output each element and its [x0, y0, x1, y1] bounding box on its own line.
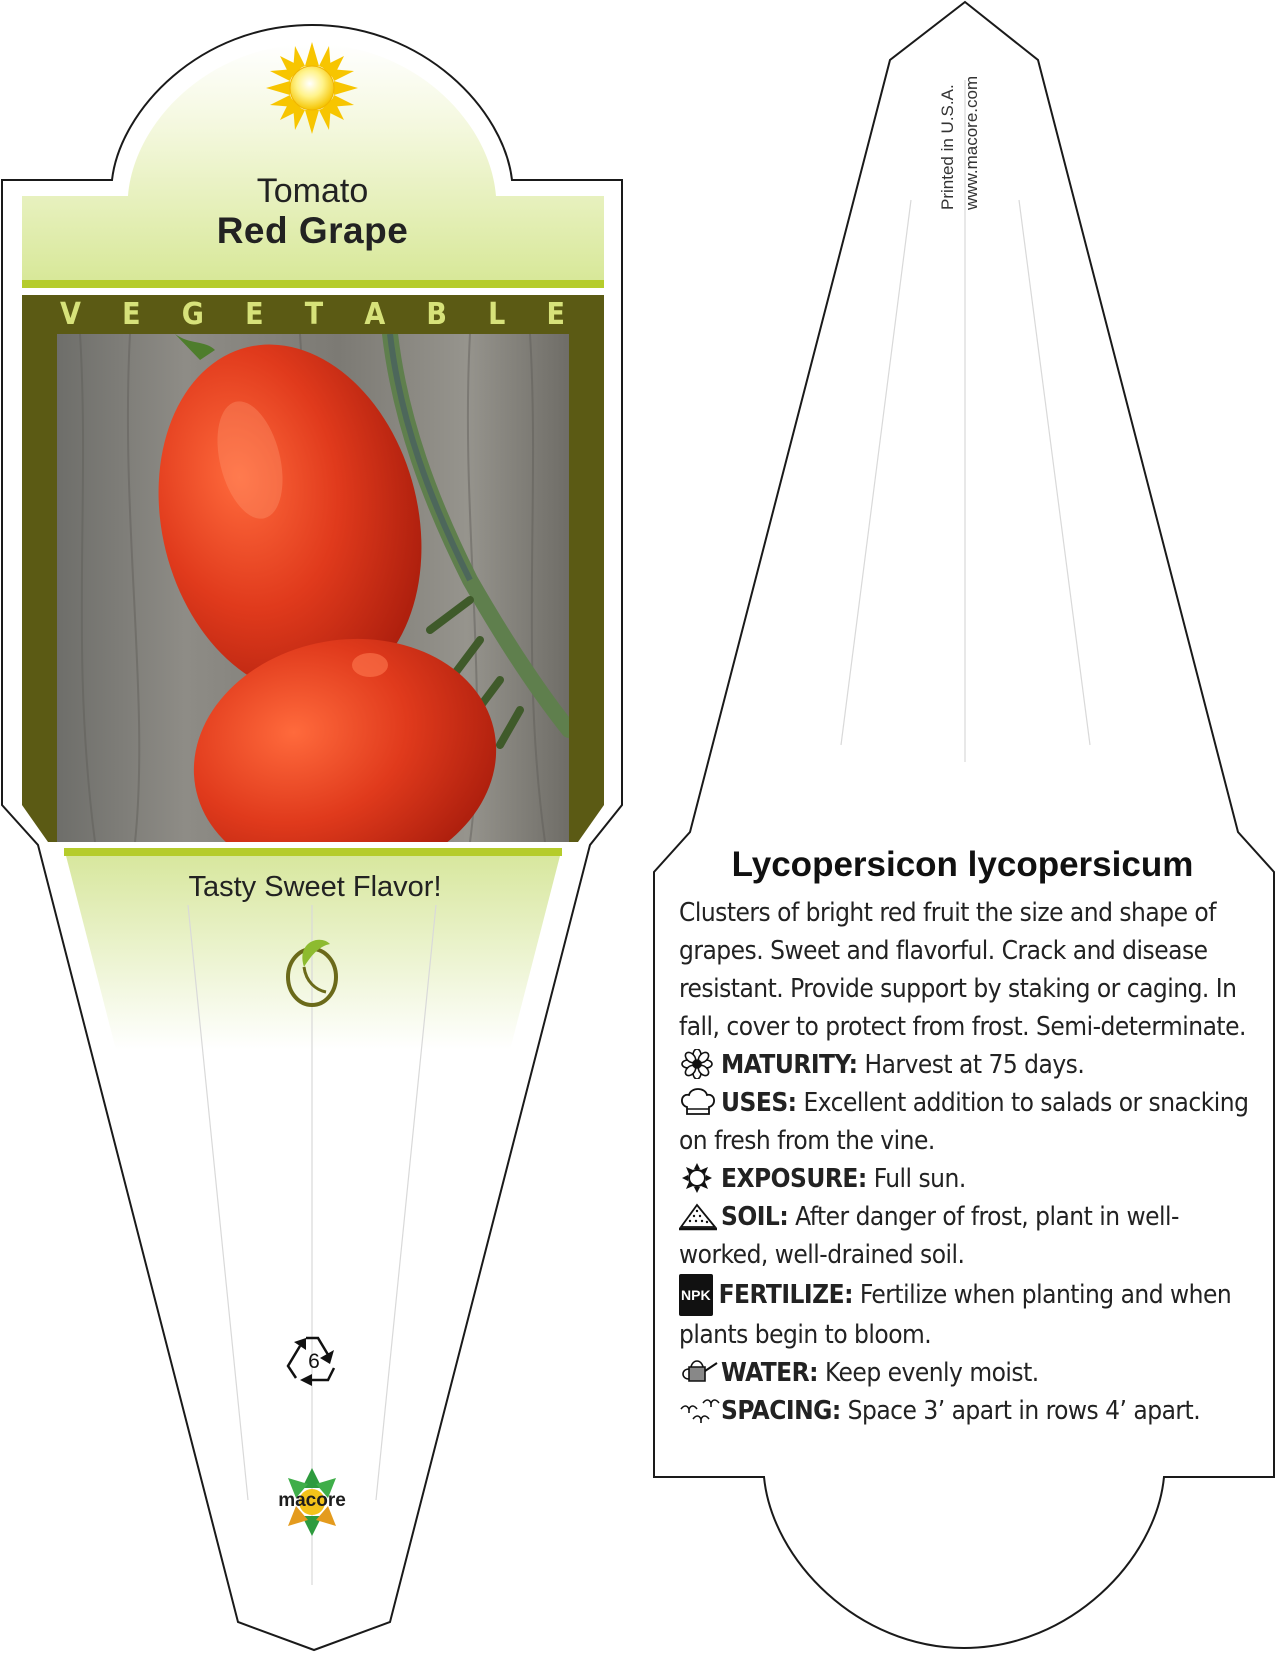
sun-outline-icon — [679, 1163, 721, 1193]
tagline-accent-bar — [64, 848, 562, 856]
category-letter: L — [488, 297, 506, 332]
category-letter: G — [181, 297, 204, 332]
care-label: FERTILIZE: — [718, 1280, 853, 1310]
care-label: WATER: — [721, 1358, 819, 1388]
header-accent-bar — [22, 280, 604, 288]
category-letter: E — [546, 297, 565, 332]
tagline: Tasty Sweet Flavor! — [188, 871, 442, 903]
printed-in: Printed in U.S.A. — [938, 84, 957, 210]
care-label: MATURITY: — [721, 1050, 858, 1080]
care-label: USES: — [721, 1088, 797, 1118]
category-letter: A — [364, 297, 386, 332]
care-exposure — [679, 1160, 1259, 1198]
care-text: Fertilize when planting and when plants begin to bloom. — [679, 1280, 1232, 1350]
printer-info — [938, 50, 981, 210]
category-letter: E — [245, 297, 264, 332]
care-text: Space 3’ apart in rows 4’ apart. — [847, 1396, 1201, 1426]
category-letter: B — [426, 297, 447, 332]
flower-icon — [679, 1049, 721, 1079]
category-letter: V — [60, 297, 81, 332]
npk-icon: NPK — [679, 1274, 713, 1316]
care-fertilize — [679, 1274, 1259, 1354]
spacing-icon — [679, 1395, 721, 1425]
plant-description: Clusters of bright red fruit the size and shape of grapes. Sweet and flavorful. Crack and disease resistant. Provide support by staking or caging. In fall, cover to protect from frost. Semi-determinate. — [679, 898, 1246, 1042]
brand-name: macore — [278, 1490, 346, 1511]
plant-name: Tomato — [256, 172, 369, 210]
care-text: After danger of frost, plant in well-worked, well-drained soil. — [679, 1202, 1179, 1270]
variety-name: Red Grape — [216, 210, 409, 251]
printer-website: www.macore.com — [962, 75, 981, 210]
tomato-photo — [57, 316, 569, 904]
chef-hat-icon — [679, 1087, 721, 1117]
care-label: SOIL: — [721, 1202, 789, 1232]
care-soil — [679, 1198, 1259, 1274]
watering-can-icon — [679, 1357, 721, 1387]
care-text: Keep evenly moist. — [824, 1358, 1039, 1388]
care-spacing — [679, 1392, 1259, 1430]
category-letter: T — [304, 297, 324, 332]
category-letter: E — [122, 297, 141, 332]
care-label: EXPOSURE: — [721, 1164, 867, 1194]
care-uses — [679, 1084, 1259, 1160]
care-label: SPACING: — [721, 1396, 841, 1426]
care-text: Harvest at 75 days. — [864, 1050, 1085, 1080]
care-maturity — [679, 1046, 1259, 1084]
plant-description-block — [679, 894, 1259, 1430]
botanical-name: Lycopersicon lycopersicum — [731, 845, 1194, 884]
care-text: Full sun. — [873, 1164, 966, 1194]
care-text: Excellent addition to salads or snacking on fresh from the vine. — [679, 1088, 1249, 1156]
category-label — [40, 297, 585, 337]
care-water — [679, 1354, 1259, 1392]
recycle-code: 6 — [308, 1350, 320, 1373]
soil-icon — [679, 1201, 721, 1231]
